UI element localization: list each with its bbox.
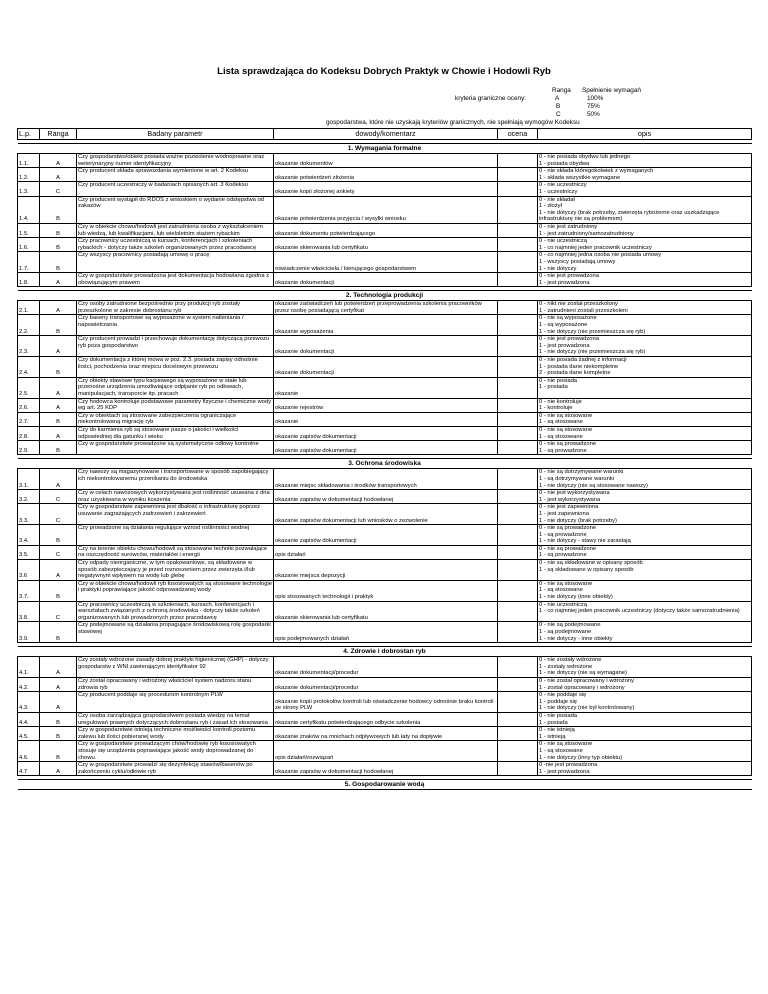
row-number: 1.7. — [18, 252, 40, 273]
section-title: 5. Gospodarowanie wodą — [18, 780, 752, 790]
row-score[interactable] — [498, 677, 538, 691]
row-evidence: okazanie skierowania lub certyfikatu — [274, 238, 498, 252]
table-row — [18, 712, 752, 726]
row-parameter: Czy producent prowadzi i przechowuje dokumentację dotyczącą przewozu ryb poza gospodarstwo — [77, 336, 274, 357]
row-parameter: Czy pracownicy uczestniczą w szkoleniach, kursach, konferencjach i warsztatach związanych z ochroną środowiska - dotyczy także szkoleń organizowanych lub prowadzonych przez pracodawcę — [77, 601, 274, 622]
table-row — [18, 336, 752, 357]
row-number: 3.3. — [18, 504, 40, 525]
row-description: 0 - nie posiada 1 - posiada — [538, 712, 752, 726]
row-evidence: okazanie kopii protokołów kontroli lub oświadczenie hodowcy odnośnie braku kontroli ze strony PLW — [274, 692, 498, 713]
row-parameter: Czy producent uczestniczy w badaniach opisanych art. 3 Kodeksu — [77, 182, 274, 196]
row-rank: A — [40, 154, 77, 168]
grading-rank: B — [556, 103, 561, 110]
row-number: 2.5. — [18, 377, 40, 398]
table-row — [18, 412, 752, 426]
row-description: 0 - nie posiada obydwu lub jednego 1 - posiada obydwa — [538, 154, 752, 168]
row-rank: A — [40, 336, 77, 357]
row-number: 2.3. — [18, 336, 40, 357]
row-evidence: okazanie zaświadczeń lub potwierdzeń przeprowadzenia szkolenia pracowników przez osobę posiadającą certyfikat — [274, 301, 498, 315]
row-evidence: okazanie rejestrów — [274, 398, 498, 412]
row-parameter: Czy w gospodarstwie prowadzone są systematyczne odłowy kontrolne — [77, 441, 274, 455]
row-score[interactable] — [498, 273, 538, 287]
row-evidence: okazanie — [274, 412, 498, 426]
row-description: 0 - nie zostały wdrożone 1 - zostały wdrożone 1 - nie dotyczy (nie są wymagane) — [538, 657, 752, 678]
row-number: 1.8. — [18, 273, 40, 287]
row-description: 0 - nie posiada 1 - posiada — [538, 377, 752, 398]
row-score[interactable] — [498, 504, 538, 525]
table-header — [18, 129, 752, 140]
row-evidence: okazanie wyposażenia — [274, 315, 498, 336]
row-parameter: Czy w obiekcie chowu/hodowli jest zatrudniona osoba z wykształceniem lub wiedzą, lub kwalifikacjami, lub wieloletnim stażem rybackim — [77, 223, 274, 237]
row-description: 0 - nie posiada żadnej z informacji 1 - posiada dane niekompletne 2 - posiada dane kompletne — [538, 357, 752, 378]
row-evidence: okazanie skierowania lub certyfikatu — [274, 601, 498, 622]
row-number: 3.6 — [18, 560, 40, 581]
row-parameter: Czy w obiektach są stosowane zabezpieczenia ograniczające niekontrolowaną migrację ryb — [77, 412, 274, 426]
row-description: 0 - nie uczestniczą 1 - co najmniej jeden pracownik uczestniczy — [538, 238, 752, 252]
table-row — [18, 560, 752, 581]
row-parameter: Czy nawozy są magazynowane i transportowane w sposób zapobiegający ich niekontrolowanemu przenikaniu do środowiska — [77, 469, 274, 490]
row-score[interactable] — [498, 601, 538, 622]
row-parameter: Czy na terenie obiektu chowu/hodowli są stosowane techniki pozwalające na oszczędność surowców, materiałów i energii — [77, 545, 274, 559]
row-score[interactable] — [498, 727, 538, 741]
row-number: 1.1. — [18, 154, 40, 168]
row-description: 0 - nie są stosowane 1 - są stosowane — [538, 426, 752, 440]
row-evidence: okazanie dokumentacji/procedur — [274, 677, 498, 691]
row-score[interactable] — [498, 692, 538, 713]
section-header — [18, 459, 752, 469]
row-score[interactable] — [498, 357, 538, 378]
row-rank: A — [40, 469, 77, 490]
row-rank: B — [40, 223, 77, 237]
row-rank: A — [40, 398, 77, 412]
table-row — [18, 273, 752, 287]
row-parameter: Czy podejmowane są działania propagujące środowiskową rolę gospodarki stawowej — [77, 622, 274, 643]
section-title: 2. Technologia produkcji — [18, 291, 752, 301]
row-score[interactable] — [498, 412, 538, 426]
row-rank: C — [40, 504, 77, 525]
row-rank: A — [40, 677, 77, 691]
row-description: 0 - nie są stosowane 1 - są stosowane 1 - nie dotyczy (inny typ obiektu) — [538, 741, 752, 762]
row-parameter: Czy dokumentacja z której mowa w poz. 2.3. posiada zapisy odnośnie ilości, pochodzenia oraz miejscu docelowym przewozu — [77, 357, 274, 378]
section-header — [18, 647, 752, 657]
row-evidence: okazanie zapisów dokumentacji — [274, 441, 498, 455]
grading-col1: Ranga — [552, 87, 571, 94]
row-rank: A — [40, 692, 77, 713]
row-score[interactable] — [498, 490, 538, 504]
row-parameter: Czy producent wystąpił do RDOŚ z wnioskiem o wydanie odstępstwa od zakazów — [77, 196, 274, 223]
row-score[interactable] — [498, 398, 538, 412]
section-title: 1. Wymagania formalne — [18, 144, 752, 154]
row-evidence: oświadczenie właściciela / kierującego gospodarstwem — [274, 252, 498, 273]
row-rank: C — [40, 490, 77, 504]
row-number: 1.2. — [18, 168, 40, 182]
row-parameter: Czy w obiekcie chowu/hodowli ryb łososiowatych są stosowane technologie i praktyki poprawiające jakość odprowadzanej wody — [77, 580, 274, 601]
section-header — [18, 144, 752, 154]
row-rank: A — [40, 762, 77, 776]
row-number: 3.4. — [18, 525, 40, 546]
row-evidence: okazanie zapisów dokumentacji — [274, 426, 498, 440]
row-evidence: okazanie potwierdzeń złożenia — [274, 168, 498, 182]
table-row — [18, 727, 752, 741]
row-rank: A — [40, 301, 77, 315]
header-ranga: Ranga — [40, 129, 77, 140]
row-score[interactable] — [498, 154, 538, 168]
row-number: 3.9. — [18, 622, 40, 643]
grading-rank: C — [556, 111, 561, 118]
row-evidence: opis podejmowanych działań — [274, 622, 498, 643]
header-dowody: dowody/komentarz — [274, 129, 498, 140]
row-rank: B — [40, 622, 77, 643]
row-score[interactable] — [498, 469, 538, 490]
row-parameter: Czy osoba zarządzająca gospodarstwem posiada wiedzę na temat uregulowań prawnych dotyczących dobrostanu ryb i zasad ich stosowania — [77, 712, 274, 726]
row-description: 0 - nie są składowane w opisany sposób 1 - są składowane w opisany sposób — [538, 560, 752, 581]
row-number: 2.2. — [18, 315, 40, 336]
row-rank: B — [40, 525, 77, 546]
row-description: 0 - nie uczestniczą 1 - co najmniej jeden pracownik uczestniczy (dotyczy także samozatrudnienia) — [538, 601, 752, 622]
row-parameter: Czy zostały wdrożone zasady dobrej praktyki higienicznej (GHP) - dotyczy gospodarstw z WNI zawierającym identyfikator 92 — [77, 657, 274, 678]
table-row — [18, 426, 752, 440]
row-evidence: okazanie miejsca depozycji — [274, 560, 498, 581]
table-row — [18, 741, 752, 762]
row-description: 0 - nie został opracowany i wdrożony 1 - został opracowany i wdrożony — [538, 677, 752, 691]
table-row — [18, 622, 752, 643]
row-number: 2.6. — [18, 398, 40, 412]
row-number: 4.3. — [18, 692, 40, 713]
row-number: 3.1. — [18, 469, 40, 490]
row-parameter: Czy w gospodarstwie zapewniona jest dbałość o infrastrukturę poprzez usuwanie zagrażających zadrzewień i zakrzewień — [77, 504, 274, 525]
grading-value: 100% — [587, 95, 604, 102]
row-evidence: okazanie dokumentu potwierdzającego — [274, 223, 498, 237]
row-rank: B — [40, 741, 77, 762]
row-score[interactable] — [498, 377, 538, 398]
row-number: 1.4. — [18, 196, 40, 223]
row-evidence: okazanie zapisów w dokumentacji hodowlanej — [274, 762, 498, 776]
row-rank: B — [40, 196, 77, 223]
row-number: 3.2. — [18, 490, 40, 504]
header-param: Badany parametr — [77, 129, 274, 140]
section-header — [18, 780, 752, 790]
row-parameter: Czy w gospodarstwie prowadzona jest dokumentacja hodowlana zgodna z obowiązującym prawem — [77, 273, 274, 287]
row-description: 0 - nie poddaje się 1 - poddaje się 1 - nie dotyczy (nie był kontrolowany) — [538, 692, 752, 713]
row-number: 2.9. — [18, 441, 40, 455]
row-number: 3.8. — [18, 601, 40, 622]
row-score[interactable] — [498, 223, 538, 237]
row-score[interactable] — [498, 426, 538, 440]
row-score[interactable] — [498, 301, 538, 315]
row-rank: B — [40, 357, 77, 378]
row-parameter: Czy w celach nawozowych wykorzystywana jest roślinność usuwana z dna oraz uzyskiwana w wyniku koszenia — [77, 490, 274, 504]
row-description: 0 - nie składa któregokolwiek z wymaganych 1 - składa wszystkie wymagane — [538, 168, 752, 182]
table-row — [18, 154, 752, 168]
row-parameter: Czy hodowca kontroluje podstawowe parametry fizyczne i chemiczne wody wg art. 25 KDP — [77, 398, 274, 412]
row-number: 4.1. — [18, 657, 40, 678]
row-rank: A — [40, 657, 77, 678]
table-row — [18, 490, 752, 504]
row-evidence: okazanie zapisów dokumentacji lub wniosków o zezwolenie — [274, 504, 498, 525]
table-row — [18, 398, 752, 412]
row-number: 4.6. — [18, 741, 40, 762]
header-opis: opis — [538, 129, 752, 140]
row-evidence: okazanie dokumentacji/procedur — [274, 657, 498, 678]
row-score[interactable] — [498, 168, 538, 182]
table-row — [18, 238, 752, 252]
row-score[interactable] — [498, 545, 538, 559]
row-parameter: Czy baseny transportowe są wyposażone w system natleniania / napowietrzania — [77, 315, 274, 336]
row-parameter: Czy pracownicy uczestniczą w kursach, konferencjach i szkoleniach rybackich - dotyczy także szkoleń organizowanych przez pracodawcę — [77, 238, 274, 252]
table-row — [18, 223, 752, 237]
table-row — [18, 601, 752, 622]
header-lp: L.p. — [18, 129, 40, 140]
row-description: 0 - nikt nie został przeszkolony 1 - zatrudnieni zostali przeszkoleni — [538, 301, 752, 315]
row-evidence: okazanie dokumentacji — [274, 273, 498, 287]
section-header — [18, 291, 752, 301]
row-number: 2.1. — [18, 301, 40, 315]
row-parameter: Czy obiekty stawowe typu karpiowego są wyposażone w stałe lub przenośne urządzenia umożliwiające odpijanie ryb po odłowach, manipulacjach, transporcie itp. pracach — [77, 377, 274, 398]
row-evidence: opis działań/rozwiązań — [274, 741, 498, 762]
table-row — [18, 301, 752, 315]
row-parameter: Czy do karmienia ryb są stosowane pasze o jakości i wielkości odpowiedniej dla gatunku i wieku — [77, 426, 274, 440]
row-evidence: okazanie miejsc składowania i środków transportowych — [274, 469, 498, 490]
row-description: 0 - nie są prowadzone 1 - są prowadzone 1 - nie dotyczy - stawy nie zarastają — [538, 525, 752, 546]
row-parameter: Czy wszyscy pracownicy posiadają umowę o pracę — [77, 252, 274, 273]
row-rank: A — [40, 560, 77, 581]
row-evidence: okazanie dokumentacji — [274, 357, 498, 378]
table-row — [18, 377, 752, 398]
row-score[interactable] — [498, 182, 538, 196]
row-rank: B — [40, 238, 77, 252]
grading-col2: Spełnienie wymagań — [582, 87, 641, 94]
document-title: Lista sprawdzająca do Kodeksu Dobrych Praktyk w Chowie i Hodowli Ryb — [217, 66, 551, 77]
row-rank: A — [40, 377, 77, 398]
row-evidence: okazanie kopii złożonej ankiety — [274, 182, 498, 196]
row-score[interactable] — [498, 441, 538, 455]
row-description: 0 - nie są prowadzone 1 - są prowadzone — [538, 441, 752, 455]
row-evidence: opis działań — [274, 545, 498, 559]
row-rank: A — [40, 168, 77, 182]
grading-note: gospodarstwa, które nie uzyskają kryteriów granicznych, nie spełniają wymogów Kodeksu — [326, 119, 580, 126]
row-evidence: okazanie zapisów dokumentacji — [274, 525, 498, 546]
row-evidence: okazanie zapisów w dokumentacji hodowlanej — [274, 490, 498, 504]
checklist-table — [17, 128, 752, 790]
table-row — [18, 196, 752, 223]
row-rank: A — [40, 273, 77, 287]
table-row — [18, 545, 752, 559]
row-number: 4.4. — [18, 712, 40, 726]
row-description: 0 - nie jest wykorzystywana 1 - jest wykorzystywana — [538, 490, 752, 504]
row-parameter: Czy gospodarstwo/obiekt posiada ważne pozwolenie wodnoprawne oraz weterynaryjny numer identyfikacyjny — [77, 154, 274, 168]
row-number: 4.7 — [18, 762, 40, 776]
row-parameter: Czy osoby zatrudnione bezpośrednio przy produkcji ryb zostały przeszkolone w zakresie dobrostanu ryb — [77, 301, 274, 315]
row-rank: C — [40, 601, 77, 622]
row-number: 2.8. — [18, 426, 40, 440]
table-row — [18, 441, 752, 455]
row-description: 0 - nie kontroluje 1 - kontroluje — [538, 398, 752, 412]
row-rank: B — [40, 727, 77, 741]
row-description: 0 - nie jest zatrudniony 1 - jest zatrudniony/samozatrudniony — [538, 223, 752, 237]
row-score[interactable] — [498, 712, 538, 726]
row-number: 2.4. — [18, 357, 40, 378]
row-parameter: Czy producent poddaje się procedurom kontrolnym PLW — [77, 692, 274, 713]
row-parameter: Czy w gospodarstwie istnieją techniczne możliwości kontroli poziomu zalewu lub ilości pobieranej wody — [77, 727, 274, 741]
row-score[interactable] — [498, 580, 538, 601]
row-score[interactable] — [498, 336, 538, 357]
row-number: 1.5. — [18, 223, 40, 237]
row-evidence: opis stosowanych technologii i praktyk — [274, 580, 498, 601]
grading-label: kryteria graniczne oceny: — [455, 95, 527, 102]
row-score[interactable] — [498, 252, 538, 273]
row-description: 0 - co najmniej jedna osoba nie posiada umowy 1 - wszyscy posiadają umowy 1 - nie dotyczy — [538, 252, 752, 273]
table-row — [18, 469, 752, 490]
row-score[interactable] — [498, 657, 538, 678]
row-description: 0 - nie jest prowadzona 1 - jest prowadzona 1 - nie dotyczy (nie przemieszcza się ryb) — [538, 336, 752, 357]
row-rank: B — [40, 712, 77, 726]
row-evidence: okazanie potwierdzenia przyjęcia / wysyłki wniosku — [274, 196, 498, 223]
row-parameter: Czy w gospodarstwie prowadzi się dezynfekcję stawów/basenów po zakończeniu cyklu/odłowie ryb — [77, 762, 274, 776]
row-rank: B — [40, 412, 77, 426]
row-number: 4.5. — [18, 727, 40, 741]
row-description: 0 - nie istnieją 1 - istnieją — [538, 727, 752, 741]
table-row — [18, 315, 752, 336]
row-score[interactable] — [498, 238, 538, 252]
row-description: 0 - nie są stosowane 1 - są stosowane 1 - nie dotyczy (inne obiekty) — [538, 580, 752, 601]
row-parameter: Czy został opracowany i wdrożony właściciel system nadzoru stanu zdrowia ryb — [77, 677, 274, 691]
row-evidence: okazanie certyfikatu potwierdzającego odbycie szkolenia — [274, 712, 498, 726]
row-description: 0 - nie jest zapewniona 1 - jest zapewniona 1 - nie dotyczy (brak potrzeby) — [538, 504, 752, 525]
row-score[interactable] — [498, 196, 538, 223]
row-rank: C — [40, 545, 77, 559]
row-number: 1.6. — [18, 238, 40, 252]
table-row — [18, 762, 752, 776]
table-row — [18, 580, 752, 601]
grading-value: 75% — [587, 103, 600, 110]
table-row — [18, 168, 752, 182]
row-rank: B — [40, 441, 77, 455]
table-row — [18, 657, 752, 678]
row-rank: B — [40, 252, 77, 273]
row-score[interactable] — [498, 741, 538, 762]
row-description: 0 - nie są stosowane 1 - są stosowane — [538, 412, 752, 426]
header-ocena: ocena — [498, 129, 538, 140]
row-description: 0 - nie są dotrzymywane warunki 1 - są dotrzymywane warunki 1 - nie dotyczy (nie są stosowane nawozy) — [538, 469, 752, 490]
row-number: 3.5. — [18, 545, 40, 559]
table-row — [18, 252, 752, 273]
row-score[interactable] — [498, 560, 538, 581]
row-number: 4.2. — [18, 677, 40, 691]
table-row — [18, 357, 752, 378]
row-parameter: Czy producent składa sprawozdania wymienione w art. 2 Kodeksu — [77, 168, 274, 182]
row-score[interactable] — [498, 525, 538, 546]
row-rank: B — [40, 580, 77, 601]
row-rank: C — [40, 182, 77, 196]
row-rank: A — [40, 426, 77, 440]
section-title: 4. Zdrowie i dobrostan ryb — [18, 647, 752, 657]
table-row — [18, 692, 752, 713]
row-description: 0 -nie jest prowadzona 1 - jest prowadzona — [538, 762, 752, 776]
row-evidence: okazanie znaków na mnichach odpływowych lub łaty na dopływie — [274, 727, 498, 741]
row-evidence: okazanie dokumentów — [274, 154, 498, 168]
row-score[interactable] — [498, 315, 538, 336]
grading-rank: A — [555, 95, 560, 102]
row-number: 2.7. — [18, 412, 40, 426]
row-description: 0 - nie są podejmowane 1 - są podejmowane 1 - nie dotyczy - inne obiekty — [538, 622, 752, 643]
grading-value: 50% — [587, 111, 600, 118]
table-row — [18, 182, 752, 196]
row-description: 0 - nie są wyposażone 1 - są wyposażone 1 - nie dotyczy (nie przemieszcza się ryb) — [538, 315, 752, 336]
row-parameter: Czy odpady nieorganiczne, w tym opakowaniowe, są składowane w sposób zabezpieczający je przed roznoszeniem przez zwierzęta i/lub negatywnym wpływem na wodę lub glebę — [77, 560, 274, 581]
row-score[interactable] — [498, 762, 538, 776]
table-row — [18, 504, 752, 525]
row-rank: B — [40, 315, 77, 336]
row-description: 0 - nie uczestniczy 1 - uczestniczy — [538, 182, 752, 196]
table-row — [18, 677, 752, 691]
row-description: 0 - nie składał 1 - złożył 1 - nie dotyczy (brak potrzeby, zwierzęta rybożerne oraz uszkadzające infrastrukturę nie są problemem) — [538, 196, 752, 223]
row-number: 3.7. — [18, 580, 40, 601]
row-evidence: okazanie — [274, 377, 498, 398]
row-evidence: okazanie dokumentacji — [274, 336, 498, 357]
row-parameter: Czy prowadzone są działania regulujące wzrost roślinności wodnej — [77, 525, 274, 546]
row-parameter: Czy w gospodarstwie prowadzącym chów/hodowlę ryb łososiowatych stosuje się urządzenia poprawiające jakość wody doprowadzanej do chowu. — [77, 741, 274, 762]
row-number: 1.3. — [18, 182, 40, 196]
row-description: 0 - nie jest prowadzona 1 - jest prowadzona — [538, 273, 752, 287]
table-row — [18, 525, 752, 546]
row-score[interactable] — [498, 622, 538, 643]
row-description: 0 - nie są prowadzone 1 - są prowadzone — [538, 545, 752, 559]
section-title: 3. Ochrona środowiska — [18, 459, 752, 469]
